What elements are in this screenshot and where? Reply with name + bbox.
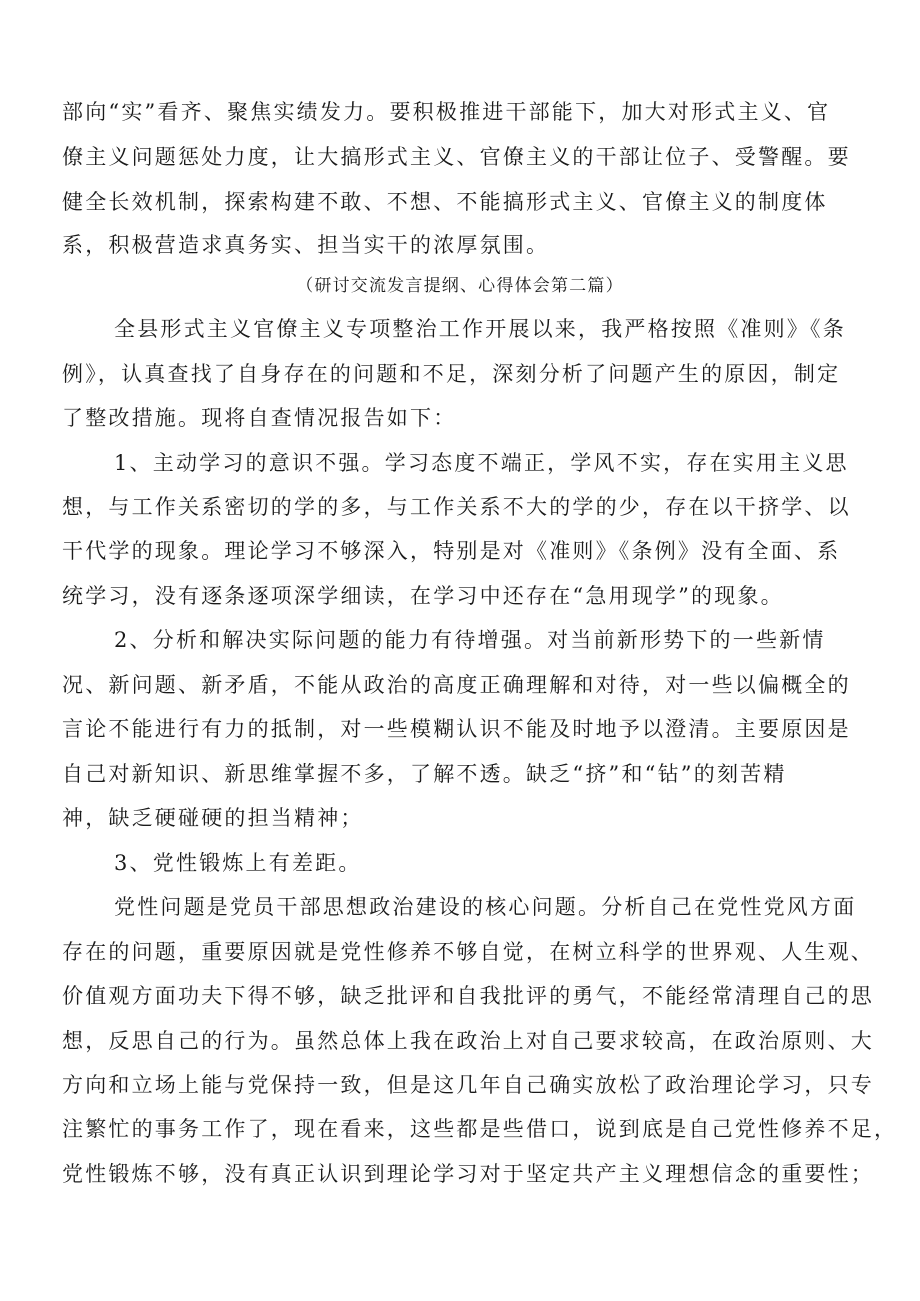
paragraph-line: 2、分析和解决实际问题的能力有待增强。对当前新形势下的一些新情 [114, 628, 826, 652]
paragraph-line: 方向和立场上能与党保持一致，但是这几年自己确实放松了政治理论学习，只专 [62, 1073, 874, 1097]
paragraph-line: 3、党性锻炼上有差距。 [114, 851, 362, 875]
paragraph-line: 注繁忙的事务工作了，现在看来，这些都是些借口，说到底是自己党性修养不足， [62, 1117, 898, 1141]
paragraph-line: 想，反思自己的行为。虽然总体上我在政治上对自己要求较高，在政治原则、大 [62, 1029, 874, 1053]
paragraph-line: 统学习，没有逐条逐项深学细读，在学习中还存在“急用现学”的现象。 [62, 584, 784, 608]
paragraph-line: 党性锻炼不够，没有真正认识到理论学习对于坚定共产主义理想信念的重要性； [62, 1162, 874, 1186]
paragraph-line: 1、主动学习的意识不强。学习态度不端正，学风不实，存在实用主义思 [114, 451, 849, 475]
paragraph-line: 全县形式主义官僚主义专项整治工作开展以来，我严格按照《准则》《条 [114, 317, 846, 341]
section-heading: （研讨交流发言提纲、心得体会第二篇） [296, 276, 624, 296]
paragraph-line: 系，积极营造求真务实、担当实干的浓厚氛围。 [62, 233, 550, 257]
paragraph-line: 况、新问题、新矛盾，不能从政治的高度正确理解和对待，对一些以偏概全的 [62, 673, 851, 697]
paragraph-line: 自己对新知识、新思维掌握不多，了解不透。缺乏“挤”和“钻”的刻苦精 [62, 762, 787, 786]
paragraph-line: 想，与工作关系密切的学的多，与工作关系不大的学的少，存在以干挤学、以 [62, 495, 851, 519]
paragraph-line: 价值观方面功夫下得不够，缺乏批评和自我批评的勇气，不能经常清理自己的思 [62, 984, 874, 1008]
paragraph-line: 党性问题是党员干部思想政治建设的核心问题。分析自己在党性党风方面 [114, 895, 857, 919]
paragraph-line: 健全长效机制，探索构建不敢、不想、不能搞形式主义、官僚主义的制度体 [62, 190, 828, 214]
paragraph-line: 例》，认真查找了自身存在的问题和不足，深刻分析了问题产生的原因，制定 [62, 362, 841, 386]
paragraph-line: 部向“实”看齐、聚焦实绩发力。要积极推进干部能下，加大对形式主义、官 [62, 100, 831, 124]
paragraph-line: 存在的问题，重要原因就是党性修养不够自觉，在树立科学的世界观、人生观、 [62, 940, 874, 964]
paragraph-line: 僚主义问题惩处力度，让大搞形式主义、官僚主义的干部让位子、受警醒。要 [62, 145, 851, 169]
paragraph-line: 言论不能进行有力的抵制，对一些模糊认识不能及时地予以澄清。主要原因是 [62, 717, 851, 741]
paragraph-line: 了整改措施。现将自查情况报告如下： [62, 406, 457, 430]
paragraph-line: 干代学的现象。理论学习不够深入，特别是对《准则》《条例》没有全面、系 [62, 539, 841, 563]
paragraph-line: 神，缺乏硬碰硬的担当精神； [62, 806, 364, 830]
